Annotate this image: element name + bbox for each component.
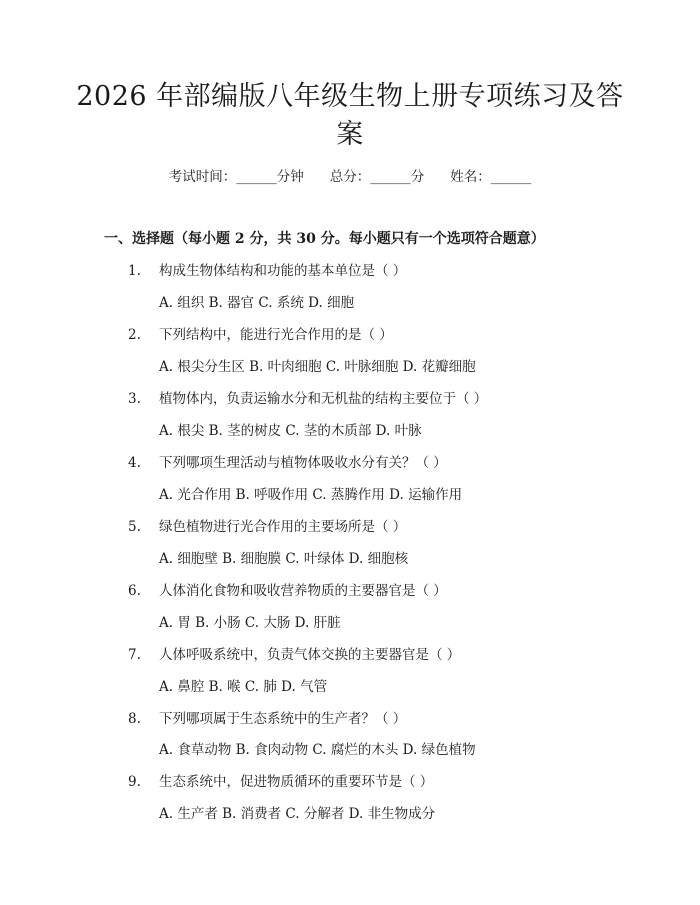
section-heading-multiple-choice: 一、选择题（每小题 2 分，共 30 分。每小题只有一个选项符合题意） (104, 231, 545, 247)
student-name-field: 姓名：______ (450, 169, 532, 185)
question-stem: 下列结构中，能进行光合作用的是（ ） (159, 327, 393, 343)
question-number: 7. (128, 647, 141, 663)
question-number: 4. (128, 455, 141, 471)
question-stem: 下列哪项属于生态系统中的生产者？（ ） (159, 711, 407, 727)
question-options: A. 细胞壁 B. 细胞膜 C. 叶绿体 D. 细胞核 (159, 551, 409, 567)
question-stem: 下列哪项生理活动与植物体吸收水分有关？（ ） (159, 455, 447, 471)
question-stem: 植物体内，负责运输水分和无机盐的结构主要位于（ ） (159, 391, 488, 407)
question-stem: 构成生物体结构和功能的基本单位是（ ） (159, 263, 407, 279)
question-number: 9. (128, 774, 141, 790)
document-title-line1: 2026 年部编版八年级生物上册专项练习及答 (76, 81, 624, 112)
question-number: 2. (128, 327, 141, 343)
question-options: A. 食草动物 B. 食肉动物 C. 腐烂的木头 D. 绿色植物 (159, 742, 476, 758)
total-score-field: 总分：______分 (329, 169, 425, 185)
question-options: A. 胃 B. 小肠 C. 大肠 D. 肝脏 (159, 615, 341, 631)
question-stem: 人体呼吸系统中，负责气体交换的主要器官是（ ） (159, 647, 461, 663)
question-options: A. 鼻腔 B. 喉 C. 肺 D. 气管 (159, 679, 328, 695)
question-number: 8. (128, 711, 141, 727)
question-number: 5. (128, 519, 141, 535)
question-stem: 人体消化食物和吸收营养物质的主要器官是（ ） (159, 583, 447, 599)
question-number: 3. (128, 391, 141, 407)
exam-time-field: 考试时间：______分钟 (168, 169, 304, 185)
question-options: A. 组织 B. 器官 C. 系统 D. 细胞 (159, 295, 355, 311)
question-options: A. 光合作用 B. 呼吸作用 C. 蒸腾作用 D. 运输作用 (159, 487, 463, 503)
question-number: 1. (128, 263, 141, 279)
question-number: 6. (128, 583, 141, 599)
question-options: A. 生产者 B. 消费者 C. 分解者 D. 非生物成分 (159, 806, 436, 822)
question-stem: 绿色植物进行光合作用的主要场所是（ ） (159, 519, 407, 535)
document-title (60, 78, 640, 154)
question-options: A. 根尖 B. 茎的树皮 C. 茎的木质部 D. 叶脉 (159, 423, 422, 439)
exam-info-line (0, 167, 700, 187)
document-title-line2: 案 (336, 119, 364, 150)
question-stem: 生态系统中，促进物质循环的重要环节是（ ） (159, 774, 434, 790)
question-options: A. 根尖分生区 B. 叶肉细胞 C. 叶脉细胞 D. 花瓣细胞 (159, 359, 476, 375)
